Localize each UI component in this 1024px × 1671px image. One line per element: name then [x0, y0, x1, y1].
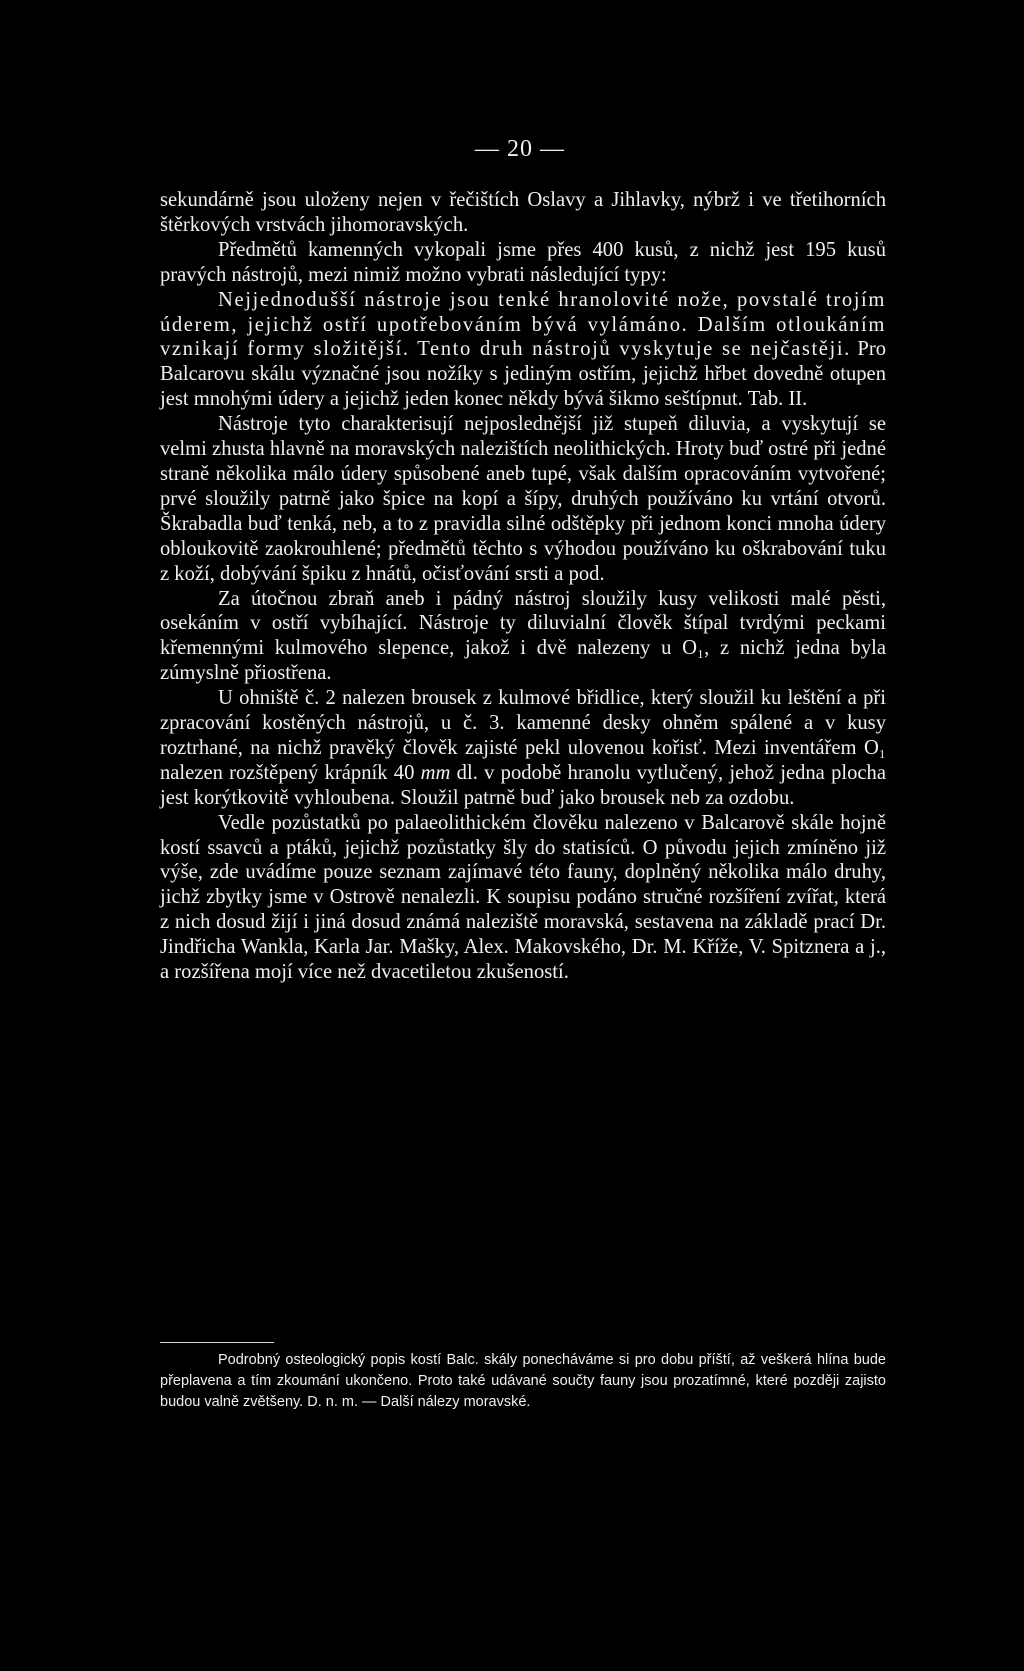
- paragraph-6-end: dl. v podobě hranolu vytlučený, jehož jedna plocha jest korýtkovitě vyhloubena. Sloužil patrně buď jako brousek neb za ozdobu.: [160, 761, 886, 809]
- unit-mm: mm: [420, 761, 451, 784]
- paragraph-5: Za útočnou zbraň aneb i pádný nástroj sloužily kusy velikosti malé pěsti, osekáním v ostří vybíhající. Nástroje ty diluvialní člověk štípal tvrdými peckami křemennými kulmového slepence, jakož i dvě nalezeny u O₁, z nichž jedna byla zúmyslně přiostřena.: [160, 587, 886, 685]
- paragraph-2: Předmětů kamenných vykopali jsme přes 400 kusů, z nichž jest 195 kusů pravých nástrojů, mezi nimiž možno vybrati následující typy:: [160, 238, 886, 286]
- paragraph-1: sekundárně jsou uloženy nejen v řečištích Oslavy a Jihlavky, nýbrž i ve třetihorních štěrkových vrstvách jihomoravských.: [160, 189, 886, 236]
- paragraph-3-text: Pro Balcarovu skálu význačné jsou nožíky s jediným ostřím, jejichž hřbet dovedně otupen jest mnohými údery a jejichž jeden konec někdy bývá šikmo seštípnut. Tab. II.: [160, 338, 886, 411]
- paragraph-3: [160, 288, 886, 413]
- body-text: [160, 188, 886, 985]
- paragraph-3-spaced-text: Nejjednodušší nástroje jsou tenké hranolovité nože, povstalé trojím úderem, jejichž ostří upotřebováním bývá vylámáno. Dalším otloukáním vznikají formy složitější. Tento druh nástrojů vyskytuje se nejčastěji.: [160, 288, 886, 361]
- paragraph-6: [160, 686, 886, 811]
- paragraph-7: Vedle pozůstatků po palaeolithickém člověku nalezeno v Balcarově skále hojně kostí ssavců a ptáků, jejichž pozůstatky šly do statisíců. O původu jejich zmíněno již výše, zde uvádíme pouze seznam zajímavé této fauny, doplněný několika málo druhy, jichž zbytky jsme v Ostrově nenalezli. K soupisu podáno stručné rozšíření zvířat, která z nich dosud žijí i jiná dosud známá naleziště moravská, sestavena na základě prací Dr. Jindřicha Wankla, Karla Jar. Mašky, Alex. Makovského, Dr. M. Kříže, V. Spitznera a j., a rozšířena mojí více než dvacetiletou zkušeností.: [160, 811, 886, 984]
- paragraph-4: Nástroje tyto charakterisují nejposlednější již stupeň diluvia, a vyskytují se velmi zhusta hlavně na moravských nalezištích neolithických. Hroty buď ostré při jedné straně několika málo údery spůsobené aneb tupé, však dalším opracováním vytvořené; prvé sloužily patrně jako špice na kopí a šípy, druhých používáno ku vrtání otvorů. Škrabadla buď tenká, neb, a to z pravidla silné odštěpky při jednom konci mnoha údery obloukovitě zaokrouhlené; předmětů těchto s výhodou používáno ku oškrabování tuku z koží, dobývání špiku z hnátů, očisťování srsti a pod.: [160, 413, 886, 585]
- footnote: Podrobný osteologický popis kostí Balc. skály ponecháváme si pro dobu příští, až veškerá hlína bude přeplavena a tím zkoumání ukončeno. Proto také udávané součty fauny jsou prozatímné, které později zajisto budou valně zvětšeny. D. n. m. — Další nálezy moravské.: [160, 1352, 886, 1410]
- page-number: — 20 —: [475, 136, 565, 162]
- paragraph-6-start: U ohniště č. 2 nalezen brousek z kulmové břidlice, který sloužil ku leštění a při zpracování kostěných nástrojů, u č. 3. kamenné desky ohněm spálené a v kusy roztrhané, na nichž pravěký člověk zajisté pekl ulovenou kořisť. Mezi inventářem O₁ nalezen rozštěpený krápník 40: [160, 687, 886, 784]
- footnote-divider: [160, 1342, 274, 1343]
